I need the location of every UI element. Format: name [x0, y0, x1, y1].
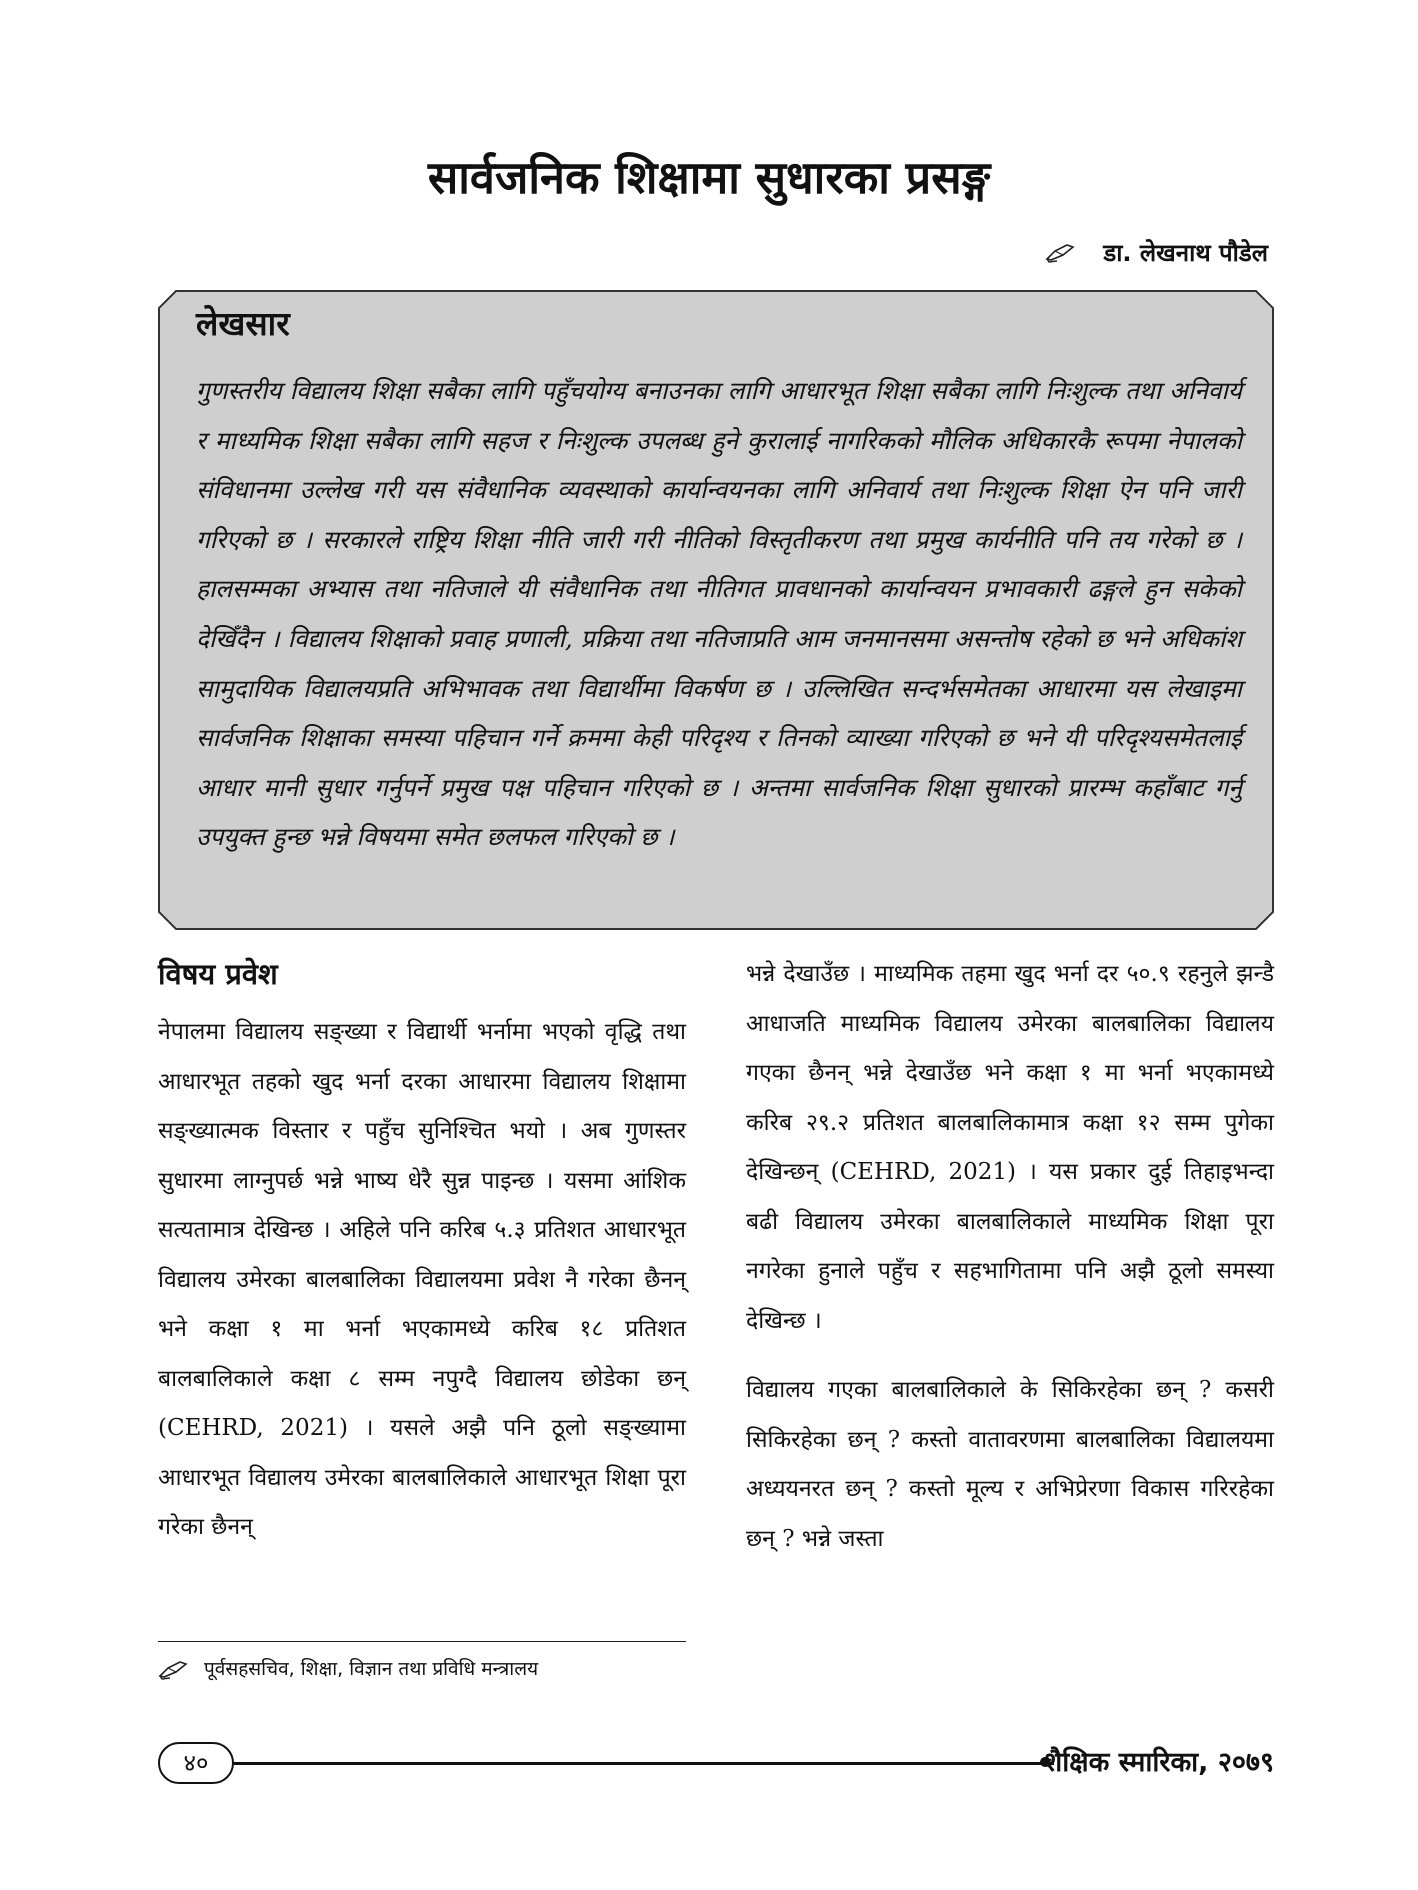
footnote-divider	[158, 1641, 686, 1642]
abstract-text: गुणस्तरीय विद्यालय शिक्षा सबैका लागि पहुँचयोग्य बनाउनका लागि आधारभूत शिक्षा सबैका लागि निःशुल्क तथा अनिवार्य र माध्यमिक शिक्षा सबैका लागि सहज र निःशुल्क उपलब्ध हुने कुरालाई नागरिकको मौलिक अधिकारकै रूपमा नेपालको संविधानमा उल्लेख गरी यस संवैधानिक व्यवस्थाको कार्यान्वयनका लागि अनिवार्य तथा निःशुल्क शिक्षा ऐन पनि जारी गरिएको छ । सरकारले राष्ट्रिय शिक्षा नीति जारी गरी नीतिको विस्तृतीकरण तथा प्रमुख कार्यनीति पनि तय गरेको छ । हालसम्मका अभ्यास तथा नतिजाले यी संवैधानिक तथा नीतिगत प्रावधानको कार्यान्वयन प्रभावकारी ढङ्गले हुन सकेको देखिँदैन । विद्यालय शिक्षाको प्रवाह प्रणाली, प्रक्रिया तथा नतिजाप्रति आम जनमानसमा असन्तोष रहेको छ भने अधिकांश सामुदायिक विद्यालयप्रति अभिभावक तथा विद्यार्थीमा विकर्षण छ । उल्लिखित सन्दर्भसमेतका आधारमा यस लेखाइमा सार्वजनिक शिक्षाका समस्या पहिचान गर्ने क्रममा केही परिदृश्य र तिनको व्याख्या गरिएको छ भने यी परिदृश्यसमेतलाई आधार मानी सुधार गर्नुपर्ने प्रमुख पक्ष पहिचान गरिएको छ । अन्तमा सार्वजनिक शिक्षा सुधारको प्रारम्भ कहाँबाट गर्नु उपयुक्त हुन्छ भन्ने विषयमा समेत छलफल गरिएको छ ।	[196, 376, 1242, 852]
pen-icon	[1045, 241, 1077, 263]
page-footer	[158, 1740, 1274, 1790]
footnote	[158, 1652, 686, 1686]
body-paragraph: भन्ने देखाउँछ । माध्यमिक तहमा खुद भर्ना दर ५०.९ रहनुले झन्डै आधाजति माध्यमिक विद्यालय उमेरका बालबालिका विद्यालय गएका छैनन् भन्ने देखाउँछ भने कक्षा १ मा भर्ना भएकामध्ये करिब २९.२ प्रतिशत बालबालिकामात्र कक्षा १२ सम्म पुगेका देखिन्छन् (CEHRD, 2021) । यस प्रकार दुई तिहाइभन्दा बढी विद्यालय उमेरका बालबालिकाले माध्यमिक शिक्षा पूरा नगरेका हुनाले पहुँच र सहभागितामा पनि अझै ठूलो समस्या देखिन्छ ।	[746, 961, 1274, 1334]
right-column	[746, 950, 1274, 1564]
page-number: ४०	[158, 1742, 234, 1784]
section-heading: विषय प्रवेश	[158, 957, 278, 991]
body-paragraph: नेपालमा विद्यालय सङ्ख्या र विद्यार्थी भर्नामा भएको वृद्धि तथा आधारभूत तहको खुद भर्ना दरका आधारमा विद्यालय शिक्षामा सङ्ख्यात्मक विस्तार र पहुँच सुनिश्चित भयो । अब गुणस्तर सुधारमा लाग्नुपर्छ भन्ने भाष्य धेरै सुन्न पाइन्छ । यसमा आंशिक सत्यतामात्र देखिन्छ । अहिले पनि करिब ५.३ प्रतिशत आधारभूत विद्यालय उमेरका बालबालिका विद्यालयमा प्रवेश नै गरेका छैनन् भने कक्षा १ मा भर्ना भएकामध्ये करिब १८ प्रतिशत बालबालिकाले कक्षा ८ सम्म नपुग्दै विद्यालय छोडेका छन् (CEHRD, 2021) । यसले अझै पनि ठूलो सङ्ख्यामा आधारभूत विद्यालय उमेरका बालबालिकाले आधारभूत शिक्षा पूरा गरेका छैनन्	[158, 1019, 686, 1540]
footer-rule	[234, 1762, 1054, 1765]
author-name: डा. लेखनाथ पौडेल	[1103, 238, 1268, 267]
footnote-text: पूर्वसहसचिव, शिक्षा, विज्ञान तथा प्रविधि मन्त्रालय	[204, 1658, 539, 1680]
publication-title: शैक्षिक स्मारिका, २०७९	[1043, 1747, 1274, 1778]
author-line	[1045, 232, 1268, 272]
left-column	[158, 950, 686, 1553]
abstract-heading: लेखसार	[196, 304, 290, 343]
pen-icon	[158, 1658, 190, 1680]
article-title: सार्वजनिक शिक्षामा सुधारका प्रसङ्ग	[427, 151, 991, 204]
body-paragraph: विद्यालय गएका बालबालिकाले के सिकिरहेका छन् ? कसरी सिकिरहेका छन् ? कस्तो वातावरणमा बालबालिका विद्यालयमा अध्ययनरत छन् ? कस्तो मूल्य र अभिप्रेरणा विकास गरिरहेका छन् ? भन्ने जस्ता	[746, 1377, 1274, 1552]
